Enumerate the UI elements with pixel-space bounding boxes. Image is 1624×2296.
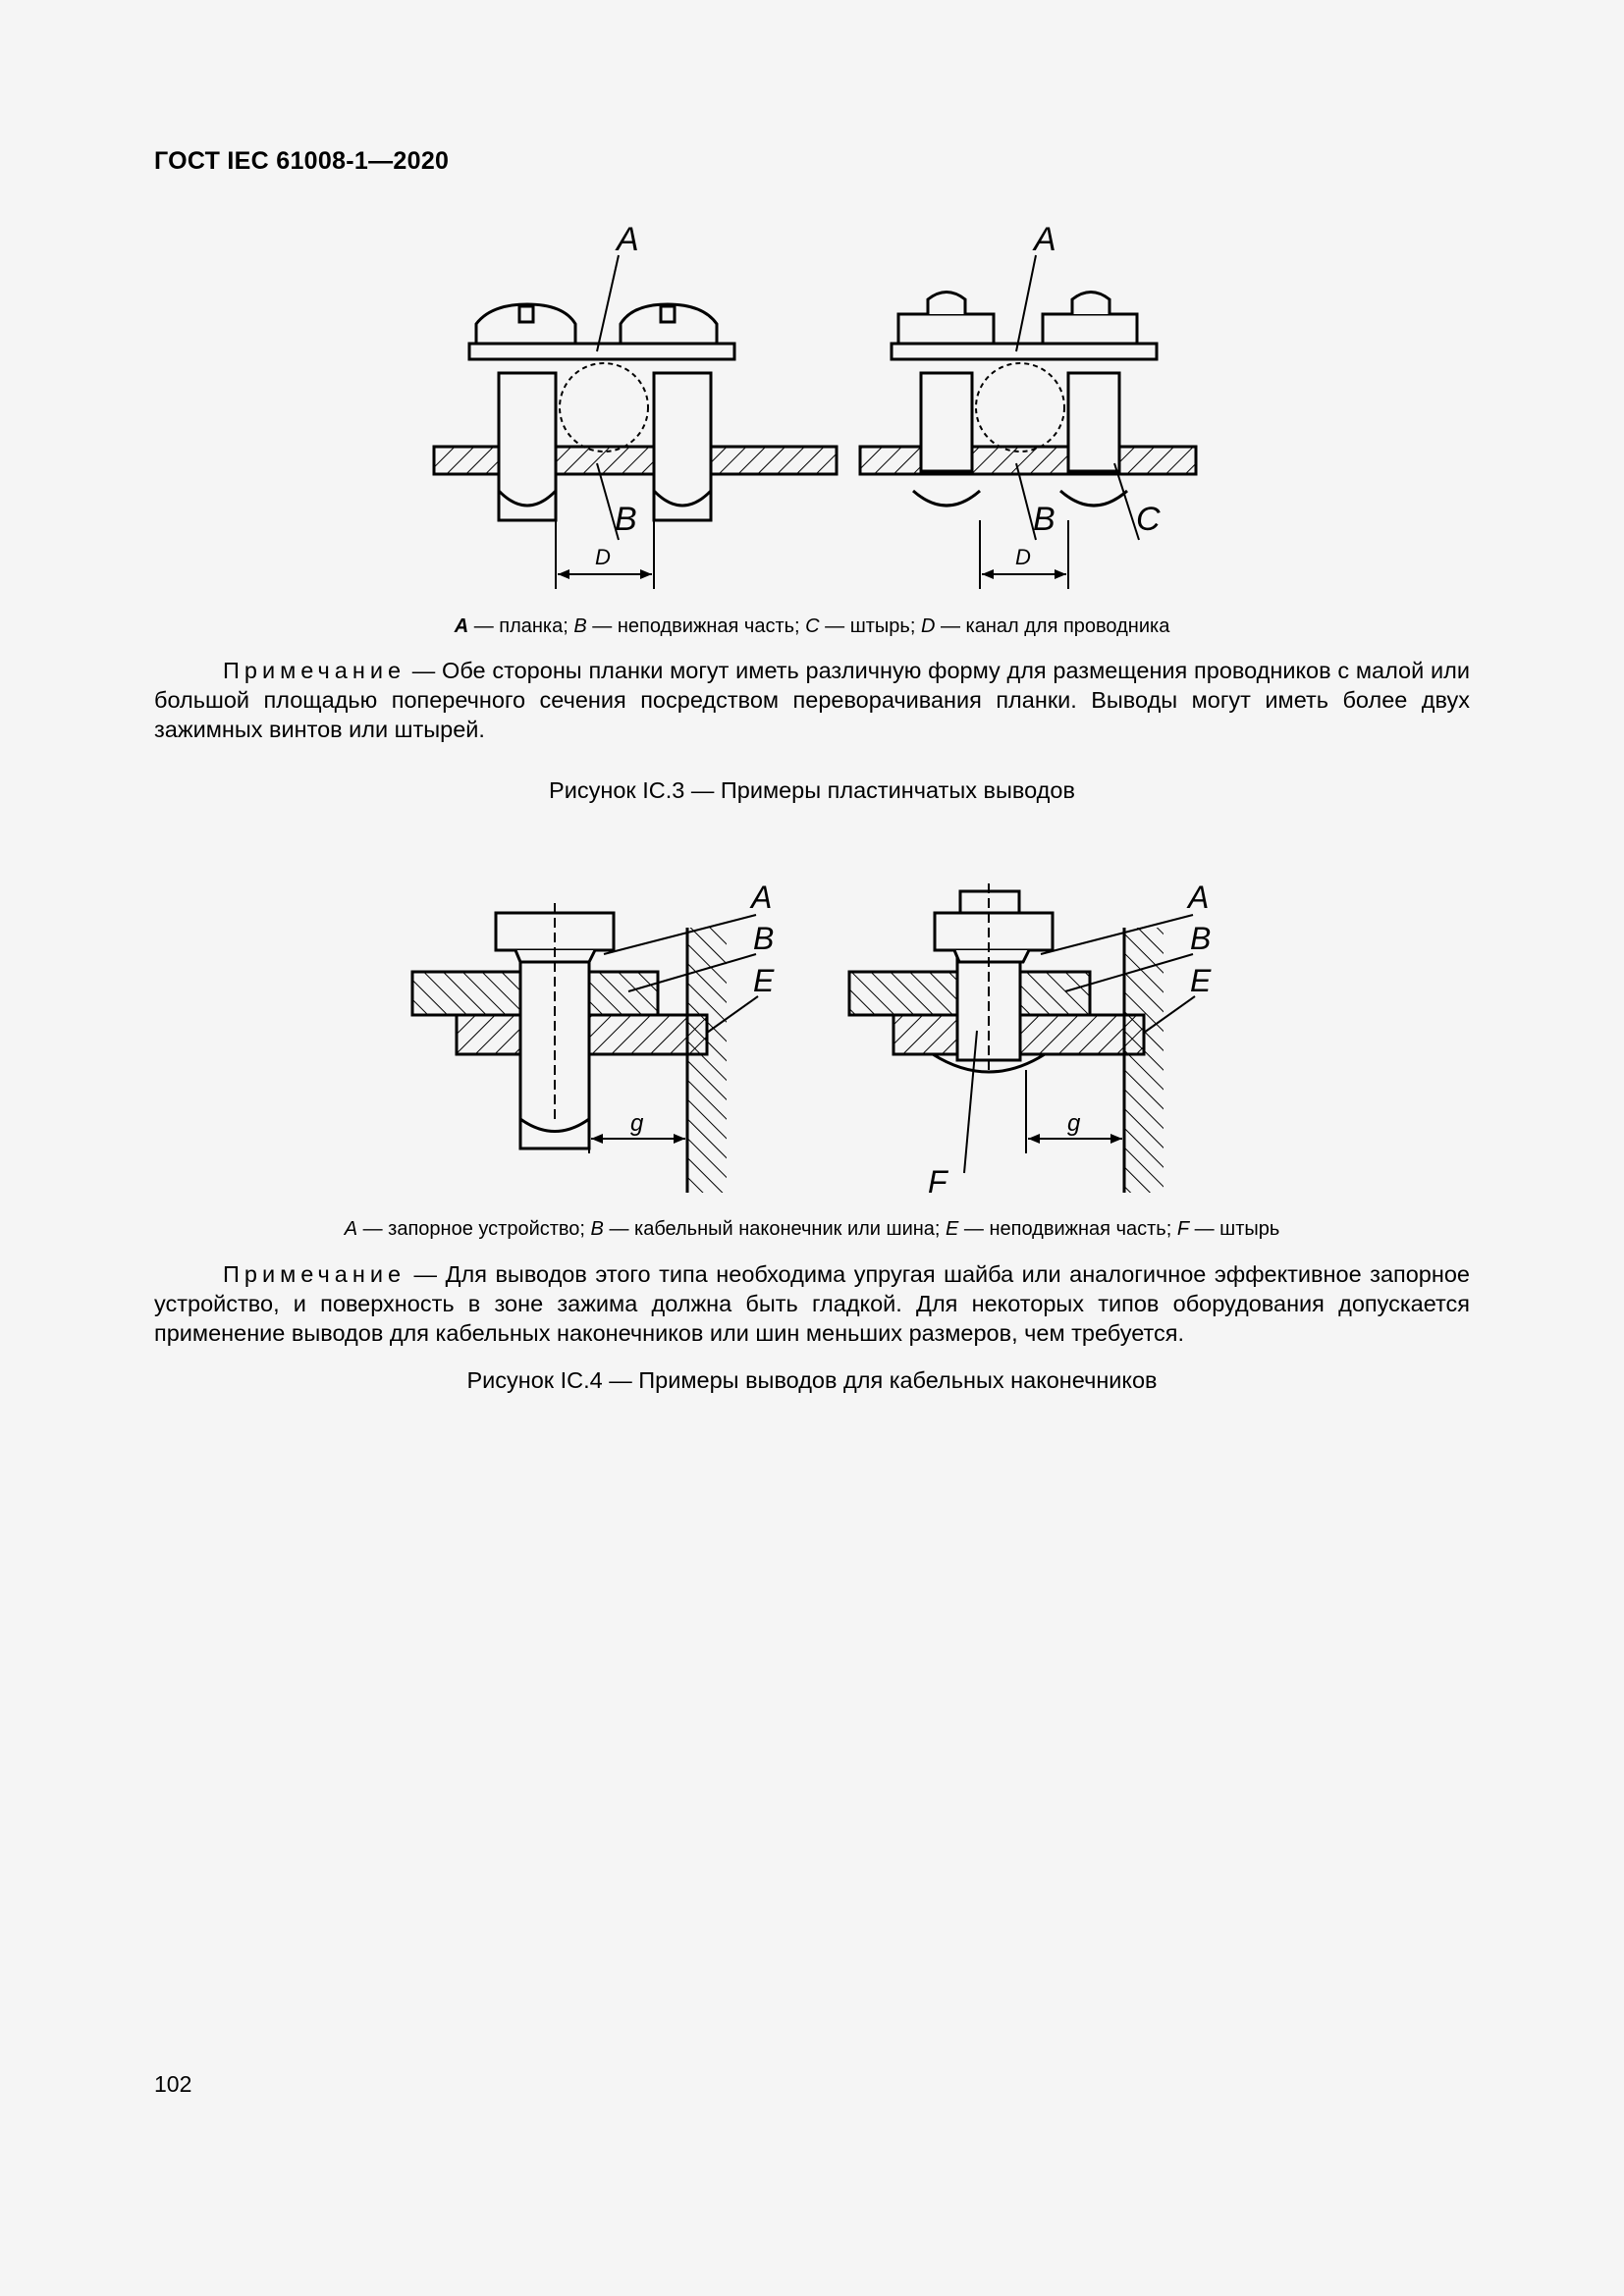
fig4-label-a-right: A [1188,880,1210,915]
fig3-label-b-left: B [615,501,637,538]
fig3-label-a-right: A [1034,226,1056,258]
figure-ic4-drawing [403,874,1237,1202]
document-header: ГОСТ IEC 61008-1—2020 [154,147,450,175]
page-number: 102 [154,2071,192,2097]
fig4-label-g-right: g [1067,1110,1081,1137]
figure-ic3-note [154,656,1470,744]
note-lead: Примечание [223,1261,406,1287]
fig3-label-d-right: D [1015,545,1031,569]
note-text: — Обе стороны планки могут иметь различную форму для размещения проводников с малой или большой площадью поперечного сечения посредством переворачивания планки. Выводы могут иметь более двух зажимных винтов или штырей. [154,658,1470,742]
figure-ic3-legend: A — планка; B — неподвижная часть; C — штырь; D — канал для проводника [454,615,1170,637]
figure-ic4-caption: Рисунок IC.4 — Примеры выводов для кабельных наконечников [466,1367,1158,1393]
note-lead: Примечание [223,658,406,683]
fig4-label-f-right: F [928,1164,947,1200]
fig3-label-c-right: C [1136,501,1161,538]
fig4-label-e-left: E [753,963,775,998]
fig4-label-b-right: B [1190,921,1212,956]
note-text: — Для выводов этого типа необходима упругая шайба или аналогичное эффективное запорное устройство, и поверхность в зоне зажима должна быть гладкой. Для некоторых типов оборудования допускается применение выводов для кабельных наконечников или шин меньших размеров, чем требуется. [154,1261,1470,1346]
fig3-label-b-right: B [1033,501,1056,538]
figure-ic4-note [154,1259,1470,1348]
fig4-label-a-left: A [751,880,773,915]
fig4-label-b-left: B [753,921,775,956]
fig3-label-d-left: D [595,545,611,569]
figure-ic3-caption: Рисунок IC.3 — Примеры пластинчатых выводов [549,777,1075,803]
figure-ic4-legend: A — запорное устройство; B — кабельный наконечник или шина; E — неподвижная часть; F — штырь [344,1218,1280,1240]
figure-ic3-drawing [422,226,1208,594]
fig3-label-a-left: A [617,226,639,258]
fig4-label-e-right: E [1190,963,1212,998]
fig4-label-g-left: g [630,1110,644,1137]
